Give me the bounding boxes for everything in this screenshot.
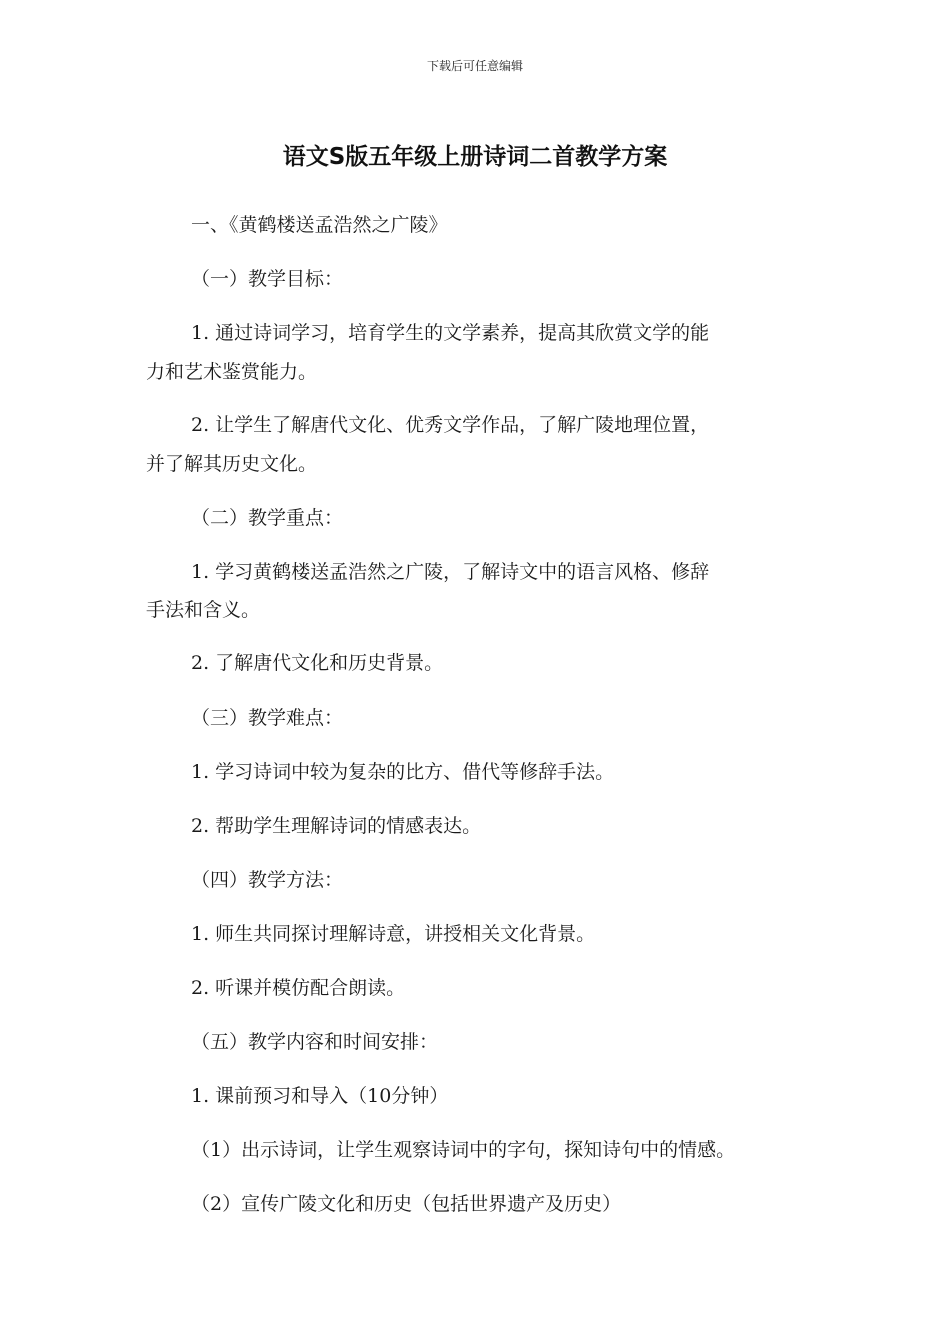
difficult-2: 2. 帮助学生理解诗词的情感表达。 xyxy=(191,815,482,837)
goals-heading: （一）教学目标： xyxy=(191,268,344,290)
key-1-line1: 1. 学习黄鹤楼送孟浩然之广陵，了解诗文中的语言风格、修辞 xyxy=(191,561,710,583)
goal-2-line1: 2. 让学生了解唐代文化、优秀文学作品，了解广陵地理位置， xyxy=(191,414,710,436)
method-1: 1. 师生共同探讨理解诗意，讲授相关文化背景。 xyxy=(191,923,596,945)
section-title: 一、《黄鹤楼送孟浩然之广陵》 xyxy=(191,214,448,236)
document-title: 语文S版五年级上册诗词二首教学方案 xyxy=(282,144,668,170)
key-1-line2: 手法和含义。 xyxy=(146,599,261,621)
key-heading: （二）教学重点： xyxy=(191,507,344,529)
difficult-1: 1. 学习诗词中较为复杂的比方、借代等修辞手法。 xyxy=(191,761,615,783)
method-heading: （四）教学方法： xyxy=(191,869,344,891)
goal-2-line2: 并了解其历史文化。 xyxy=(146,453,318,475)
goal-1-line1: 1. 通过诗词学习，培育学生的文学素养，提高其欣赏文学的能 xyxy=(191,322,710,344)
key-2: 2. 了解唐代文化和历史背景。 xyxy=(191,652,444,674)
method-2: 2. 听课并模仿配合朗读。 xyxy=(191,977,406,999)
page-header: 下载后可任意编辑 xyxy=(426,59,523,73)
difficult-heading: （三）教学难点： xyxy=(191,707,344,729)
content-1: 1. 课前预习和导入（10分钟） xyxy=(191,1085,449,1107)
content-1-b: （2）宣传广陵文化和历史（包括世界遗产及历史） xyxy=(191,1193,622,1215)
content-heading: （五）教学内容和时间安排： xyxy=(191,1031,439,1053)
content-1-a: （1）出示诗词，让学生观察诗词中的字句，探知诗句中的情感。 xyxy=(191,1139,736,1161)
goal-1-line2: 力和艺术鉴赏能力。 xyxy=(146,361,318,383)
